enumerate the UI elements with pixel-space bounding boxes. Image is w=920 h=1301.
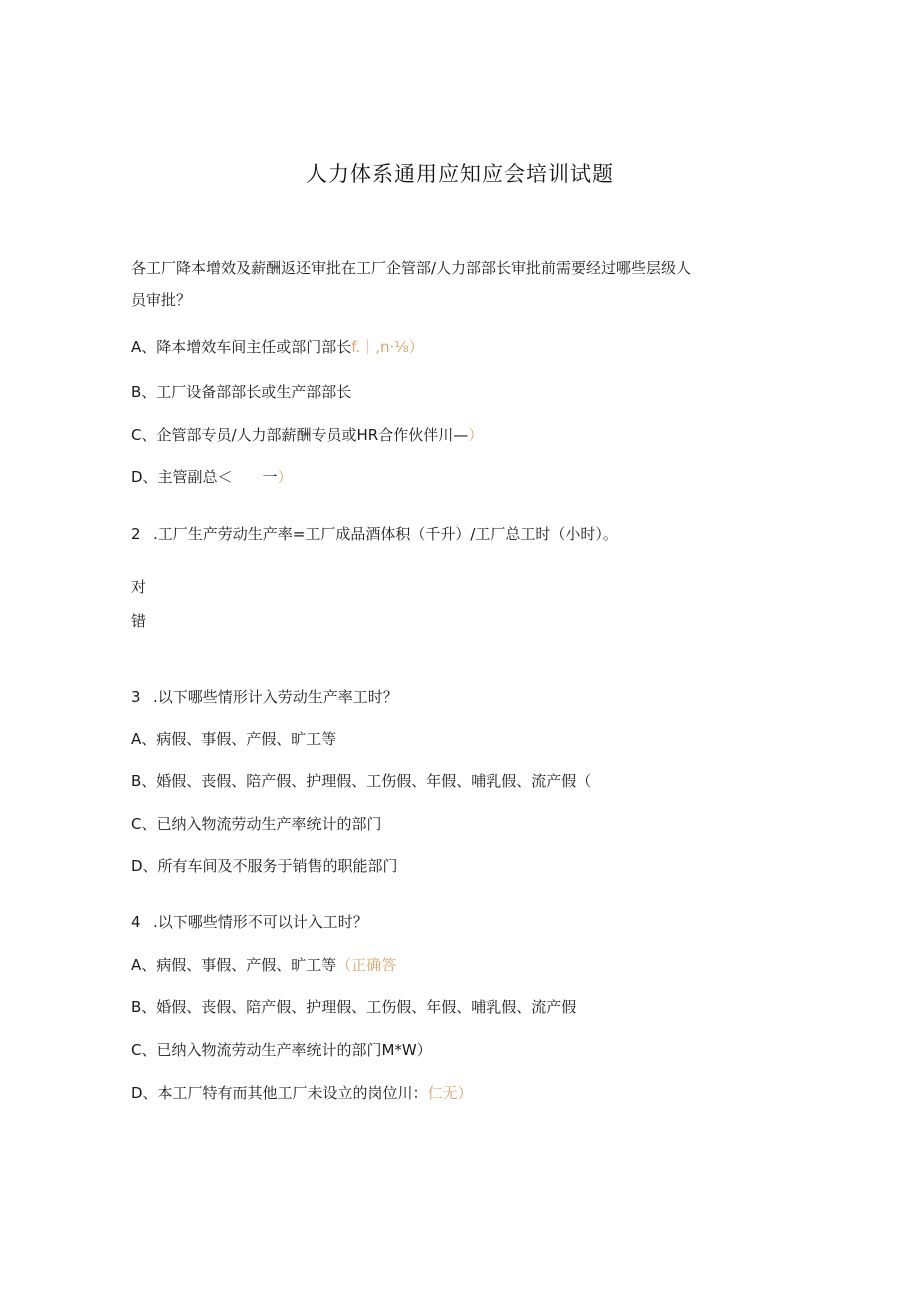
option-text: A、病假、事假、产假、旷工等	[131, 956, 337, 974]
question-1-option-b	[131, 382, 351, 402]
question-4-text	[131, 912, 368, 932]
option-text: B、婚假、丧假、陪产假、护理假、工伤假、年假、哺乳假、流产假	[131, 998, 577, 1016]
option-note: ）	[468, 426, 484, 444]
option-note: f.｜,n·⅛）	[351, 338, 424, 356]
question-4-option-b	[131, 997, 576, 1017]
question-4-option-c	[131, 1040, 432, 1060]
question-3-option-a: A、病假、事假、产假、旷工等	[131, 730, 337, 748]
question-3-text	[131, 687, 398, 707]
option-note: 仁无）	[427, 1084, 473, 1102]
option-text: D、主管副总＜ 一	[131, 468, 278, 486]
question-3-option-b: B、婚假、丧假、陪产假、护理假、工伤假、年假、哺乳假、流产假（	[131, 772, 592, 790]
question-number: 2	[131, 525, 141, 543]
option-text: D、本工厂特有而其他工厂未设立的岗位川：	[131, 1084, 428, 1102]
option-text: C、企管部专员/人力部薪酬专员或HR合作伙伴川—	[131, 426, 469, 444]
question-2-option-true: 对	[131, 578, 147, 596]
question-text: .以下哪些情形计入劳动生产率工时？	[153, 688, 398, 706]
question-2-text	[131, 524, 618, 544]
question-4-option-a	[131, 955, 396, 975]
question-1-option-a	[131, 337, 424, 357]
question-2-option-false: 错	[131, 612, 147, 630]
option-text: C、已纳入物流劳动生产率统计的部门M*W）	[131, 1041, 432, 1059]
option-text: B、工厂设备部部长或生产部部长	[131, 383, 352, 401]
option-note: ）	[277, 468, 293, 486]
question-1-text-line1: 各工厂降本增效及薪酬返还审批在工厂企管部/人力部部长审批前需要经过哪些层级人	[131, 259, 692, 277]
option-text: A、降本增效车间主任或部门部长	[131, 338, 352, 356]
question-1-option-d	[131, 467, 293, 487]
question-text: .以下哪些情形不可以计入工时？	[153, 913, 368, 931]
option-note: （正确答	[336, 956, 397, 974]
question-text: .工厂生产劳动生产率=工厂成品酒体积（千升）/工厂总工时（小时）。	[153, 525, 618, 543]
question-4-option-d	[131, 1083, 473, 1103]
question-number: 3	[131, 688, 141, 706]
question-1-text-line2: 员审批？	[131, 291, 192, 309]
question-1-option-c	[131, 425, 483, 445]
question-3-option-c: C、已纳入物流劳动生产率统计的部门	[131, 815, 382, 833]
question-number: 4	[131, 913, 141, 931]
page-title: 人力体系通用应知应会培训试题	[306, 162, 614, 186]
question-3-option-d: D、所有车间及不服务于销售的职能部门	[131, 857, 398, 875]
